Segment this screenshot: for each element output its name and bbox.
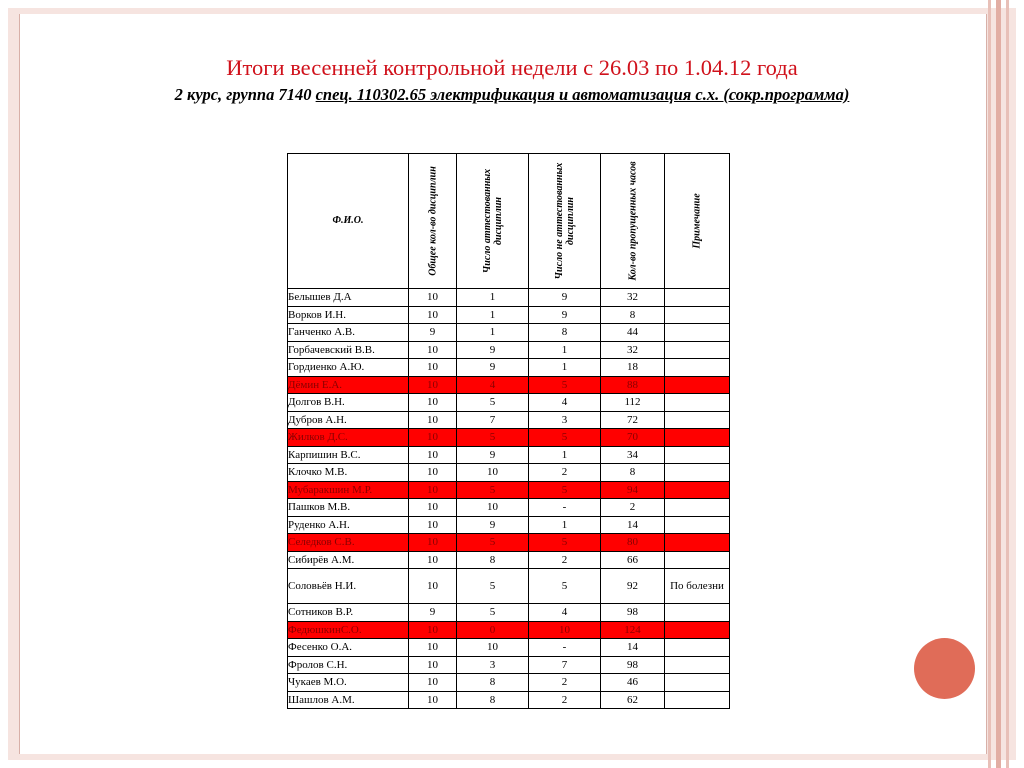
cell-total: 9 [409, 604, 457, 622]
header-name: Ф.И.О. [288, 154, 409, 289]
table-row [288, 639, 730, 657]
cell-total: 9 [409, 324, 457, 342]
cell-note [665, 604, 730, 622]
cell-not-attested: 2 [529, 551, 601, 569]
cell-missed-hours: 32 [601, 289, 665, 307]
cell-note [665, 534, 730, 552]
cell-note [665, 621, 730, 639]
cell-missed-hours: 70 [601, 429, 665, 447]
cell-attested: 7 [457, 411, 529, 429]
subtitle-specialty: спец. 110302.65 электрификация и автоматизация с.х. (сокр.программа) [315, 85, 850, 104]
cell-total: 10 [409, 446, 457, 464]
cell-attested: 10 [457, 499, 529, 517]
cell-not-attested: 2 [529, 464, 601, 482]
cell-attested: 5 [457, 569, 529, 604]
cell-total: 10 [409, 639, 457, 657]
cell-attested: 1 [457, 289, 529, 307]
cell-total: 10 [409, 481, 457, 499]
header-missed-hours [601, 154, 665, 289]
cell-name: Мубаракшин М.Р. [288, 481, 409, 499]
cell-missed-hours: 88 [601, 376, 665, 394]
table-row [288, 429, 730, 447]
cell-note [665, 674, 730, 692]
cell-note [665, 446, 730, 464]
page-subtitle [0, 84, 1024, 106]
table-row [288, 359, 730, 377]
cell-attested: 5 [457, 394, 529, 412]
cell-name: Жилков Д.С. [288, 429, 409, 447]
cell-total: 10 [409, 674, 457, 692]
table-row [288, 621, 730, 639]
cell-total: 10 [409, 341, 457, 359]
cell-attested: 8 [457, 674, 529, 692]
cell-note [665, 691, 730, 709]
cell-name: Фесенко О.А. [288, 639, 409, 657]
header-note-label: Примечание [691, 193, 703, 249]
cell-note [665, 516, 730, 534]
cell-name: Фролов С.Н. [288, 656, 409, 674]
cell-missed-hours: 72 [601, 411, 665, 429]
cell-name: Дёмин Е.А. [288, 376, 409, 394]
cell-note [665, 551, 730, 569]
cell-not-attested: 2 [529, 674, 601, 692]
cell-missed-hours: 32 [601, 341, 665, 359]
cell-not-attested: 9 [529, 306, 601, 324]
table-row [288, 306, 730, 324]
cell-total: 10 [409, 551, 457, 569]
cell-note [665, 411, 730, 429]
cell-note [665, 464, 730, 482]
cell-note [665, 639, 730, 657]
header-total-label: Общее кол-во дисциплин [427, 166, 438, 276]
cell-note [665, 499, 730, 517]
cell-note [665, 289, 730, 307]
cell-name: Шашлов А.М. [288, 691, 409, 709]
header-note [665, 154, 730, 289]
table-row [288, 394, 730, 412]
cell-attested: 5 [457, 481, 529, 499]
cell-name: Белышев Д.А [288, 289, 409, 307]
decorative-stripe [1006, 0, 1009, 768]
cell-not-attested: - [529, 499, 601, 517]
cell-note [665, 341, 730, 359]
cell-attested: 8 [457, 691, 529, 709]
header-missed-hours-label: Кол-во пропущенных часов [627, 161, 638, 281]
table-row [288, 411, 730, 429]
header-total [409, 154, 457, 289]
cell-attested: 9 [457, 446, 529, 464]
cell-missed-hours: 112 [601, 394, 665, 412]
cell-attested: 1 [457, 324, 529, 342]
cell-attested: 4 [457, 376, 529, 394]
decorative-stripe [996, 0, 1001, 768]
table-row [288, 656, 730, 674]
cell-total: 10 [409, 376, 457, 394]
cell-missed-hours: 66 [601, 551, 665, 569]
cell-missed-hours: 124 [601, 621, 665, 639]
cell-total: 10 [409, 621, 457, 639]
header-not-attested-label: Число не аттестованных дисциплин [553, 162, 576, 280]
cell-note [665, 394, 730, 412]
cell-not-attested: 5 [529, 429, 601, 447]
cell-attested: 10 [457, 639, 529, 657]
cell-attested: 1 [457, 306, 529, 324]
cell-attested: 10 [457, 464, 529, 482]
cell-total: 10 [409, 411, 457, 429]
cell-attested: 3 [457, 656, 529, 674]
cell-missed-hours: 98 [601, 604, 665, 622]
cell-name: Долгов В.Н. [288, 394, 409, 412]
cell-attested: 5 [457, 534, 529, 552]
cell-attested: 5 [457, 604, 529, 622]
cell-name: Руденко А.Н. [288, 516, 409, 534]
cell-attested: 9 [457, 359, 529, 377]
cell-name: ФедюшкинС.О. [288, 621, 409, 639]
cell-name: Сотников В.Р. [288, 604, 409, 622]
table-header-row [288, 154, 730, 289]
cell-name: Ворков И.Н. [288, 306, 409, 324]
cell-name: Горбачевский В.В. [288, 341, 409, 359]
cell-attested: 9 [457, 341, 529, 359]
cell-not-attested: 5 [529, 481, 601, 499]
cell-total: 10 [409, 394, 457, 412]
cell-attested: 0 [457, 621, 529, 639]
decorative-stripe [988, 0, 991, 768]
cell-note [665, 359, 730, 377]
cell-total: 10 [409, 534, 457, 552]
cell-name: Соловьёв Н.И. [288, 569, 409, 604]
cell-missed-hours: 34 [601, 446, 665, 464]
cell-total: 10 [409, 516, 457, 534]
cell-not-attested: 5 [529, 569, 601, 604]
decorative-circle [914, 638, 975, 699]
cell-note [665, 656, 730, 674]
cell-not-attested: 5 [529, 534, 601, 552]
cell-not-attested: 10 [529, 621, 601, 639]
cell-missed-hours: 14 [601, 639, 665, 657]
table-row [288, 341, 730, 359]
cell-missed-hours: 2 [601, 499, 665, 517]
cell-name: Селедков С.В. [288, 534, 409, 552]
table-row [288, 569, 730, 604]
cell-missed-hours: 44 [601, 324, 665, 342]
cell-missed-hours: 98 [601, 656, 665, 674]
cell-not-attested: 5 [529, 376, 601, 394]
cell-missed-hours: 14 [601, 516, 665, 534]
table-row [288, 481, 730, 499]
header-attested-label: Число аттестованных дисциплин [481, 168, 504, 274]
cell-note [665, 429, 730, 447]
table-row [288, 674, 730, 692]
cell-name: Гордиенко А.Ю. [288, 359, 409, 377]
cell-missed-hours: 18 [601, 359, 665, 377]
cell-name: Чукаев М.О. [288, 674, 409, 692]
header-not-attested [529, 154, 601, 289]
cell-not-attested: 2 [529, 691, 601, 709]
results-table [287, 153, 730, 709]
cell-note: По болезни [665, 569, 730, 604]
cell-total: 10 [409, 691, 457, 709]
cell-missed-hours: 94 [601, 481, 665, 499]
cell-note [665, 306, 730, 324]
cell-total: 10 [409, 359, 457, 377]
cell-total: 10 [409, 289, 457, 307]
cell-not-attested: 3 [529, 411, 601, 429]
cell-missed-hours: 92 [601, 569, 665, 604]
table-row [288, 516, 730, 534]
table-row [288, 604, 730, 622]
cell-not-attested: 4 [529, 604, 601, 622]
cell-total: 10 [409, 656, 457, 674]
cell-note [665, 481, 730, 499]
cell-name: Сибирёв А.М. [288, 551, 409, 569]
table-row [288, 691, 730, 709]
page-title: Итоги весенней контрольной недели с 26.03 по 1.04.12 года [226, 55, 798, 80]
header-attested [457, 154, 529, 289]
cell-name: Клочко М.В. [288, 464, 409, 482]
cell-not-attested: 1 [529, 446, 601, 464]
cell-not-attested: 1 [529, 516, 601, 534]
cell-total: 10 [409, 499, 457, 517]
subtitle-prefix: 2 курс, группа 7140 [174, 85, 316, 104]
cell-total: 10 [409, 464, 457, 482]
cell-not-attested: 1 [529, 359, 601, 377]
cell-total: 10 [409, 429, 457, 447]
table-row [288, 289, 730, 307]
cell-not-attested: 1 [529, 341, 601, 359]
cell-not-attested: 8 [529, 324, 601, 342]
cell-total: 10 [409, 306, 457, 324]
cell-not-attested: 4 [529, 394, 601, 412]
cell-not-attested: - [529, 639, 601, 657]
cell-missed-hours: 62 [601, 691, 665, 709]
table-row [288, 376, 730, 394]
table-row [288, 551, 730, 569]
cell-missed-hours: 8 [601, 464, 665, 482]
cell-name: Ганченко А.В. [288, 324, 409, 342]
cell-note [665, 324, 730, 342]
cell-attested: 9 [457, 516, 529, 534]
cell-name: Дубров А.Н. [288, 411, 409, 429]
table-row [288, 499, 730, 517]
cell-attested: 5 [457, 429, 529, 447]
cell-not-attested: 9 [529, 289, 601, 307]
cell-attested: 8 [457, 551, 529, 569]
cell-total: 10 [409, 569, 457, 604]
cell-name: Пашков М.В. [288, 499, 409, 517]
table-row [288, 324, 730, 342]
cell-missed-hours: 80 [601, 534, 665, 552]
cell-missed-hours: 8 [601, 306, 665, 324]
cell-missed-hours: 46 [601, 674, 665, 692]
table-row [288, 464, 730, 482]
table-row [288, 446, 730, 464]
cell-note [665, 376, 730, 394]
cell-name: Карпишин В.С. [288, 446, 409, 464]
cell-not-attested: 7 [529, 656, 601, 674]
table-row [288, 534, 730, 552]
